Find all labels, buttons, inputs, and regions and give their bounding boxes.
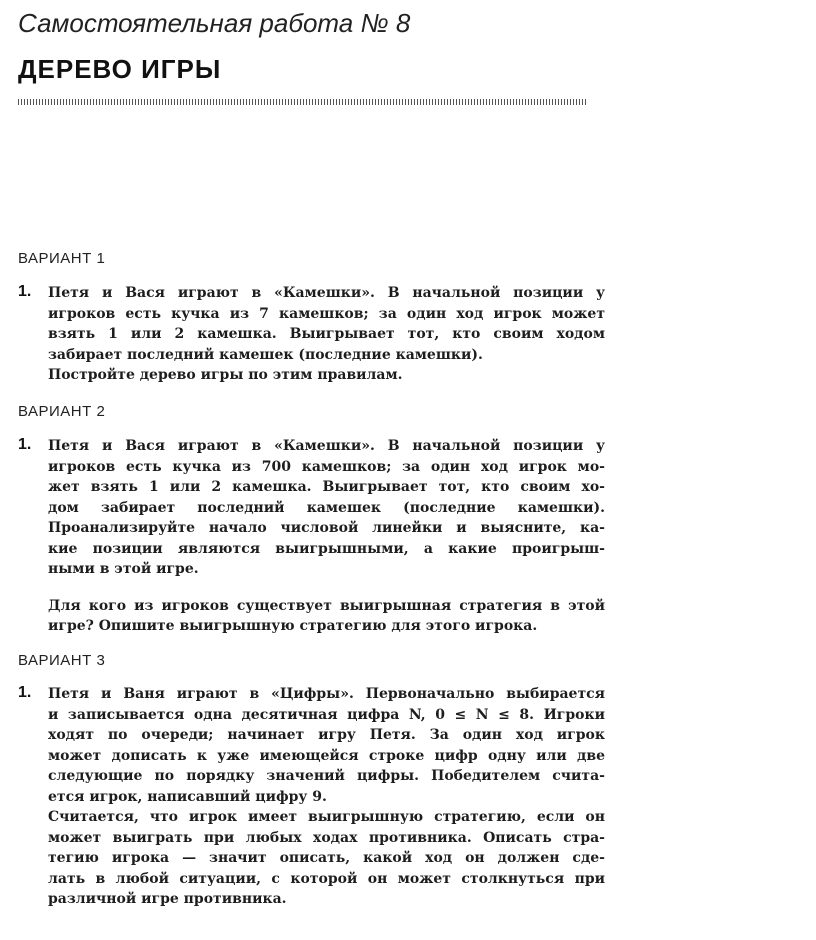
task-line: кие позиции являются выигрышными, а какие проигрыш- <box>48 540 605 557</box>
task-line: Проанализируйте начало числовой линейки и выясните, ка- <box>48 520 605 536</box>
task-line: жет взять 1 или 2 камешка. Выигрывает тот, кто своим хо- <box>48 479 605 495</box>
task-line: забирает последний камешек (последние камешки). <box>48 346 483 363</box>
task-line: ными в этой игре. <box>48 561 199 577</box>
variant-1-heading: ВАРИАНТ 1 <box>18 250 106 267</box>
task-line: ходят по очереди; начинает игру Петя. За один ход игрок <box>48 727 605 743</box>
task-number: 1. <box>18 283 32 300</box>
task-line: Для кого из игроков существует выигрышная стратегия в этой <box>48 597 605 614</box>
task-line: Постройте дерево игры по этим правилам. <box>48 367 403 383</box>
task-line: различной игре противника. <box>48 891 287 907</box>
task-text <box>48 684 605 910</box>
worksheet-title: ДЕРЕВО ИГРЫ <box>18 54 222 84</box>
task-line: дом забирает последний камешек (последние камешки). <box>48 499 605 516</box>
task-line: следующие по порядку значений цифры. Победителем счита- <box>48 768 605 784</box>
variant-2-heading: ВАРИАНТ 2 <box>18 403 106 420</box>
worksheet-subtitle: Самостоятельная работа № 8 <box>18 8 411 38</box>
task-line: игре? Опишите выигрышную стратегию для этого игрока. <box>48 618 538 634</box>
task-line: ется игрок, написавший цифру 9. <box>48 788 327 805</box>
task-line: Петя и Вася играют в «Камешки». В начальной позиции у <box>48 285 605 301</box>
task-line: может выиграть при любых ходах противника. Описать стра- <box>48 829 605 846</box>
task-number: 1. <box>18 684 32 701</box>
variant-3-heading: ВАРИАНТ 3 <box>18 652 106 669</box>
task-line: тегию игрока — значит описать, какой ход он должен сде- <box>48 850 605 866</box>
task-line: взять 1 или 2 камешка. Выигрывает тот, кто своим ходом <box>48 326 605 342</box>
task-text <box>48 436 605 637</box>
task-line: игроков есть кучка из 7 камешков; за один ход игрок может <box>48 305 605 322</box>
task-line: игроков есть кучка из 700 камешков; за один ход игрок мо- <box>48 458 605 475</box>
header-divider <box>18 99 588 105</box>
task-line: лать в любой ситуации, с которой он может столкнуться при <box>48 870 605 887</box>
task-text <box>48 283 605 386</box>
task-line: Петя и Ваня играют в «Цифры». Первоначально выбирается <box>48 686 605 702</box>
task-line: Считается, что игрок имеет выигрышную стратегию, если он <box>48 809 605 825</box>
task-line: Петя и Вася играют в «Камешки». В начальной позиции у <box>48 438 605 454</box>
task-line: может дописать к уже имеющейся строке цифр одну или две <box>48 747 605 764</box>
task-line: и записывается одна десятичная цифра N, 0 ≤ N ≤ 8. Игроки <box>48 706 605 723</box>
task-number: 1. <box>18 436 32 453</box>
